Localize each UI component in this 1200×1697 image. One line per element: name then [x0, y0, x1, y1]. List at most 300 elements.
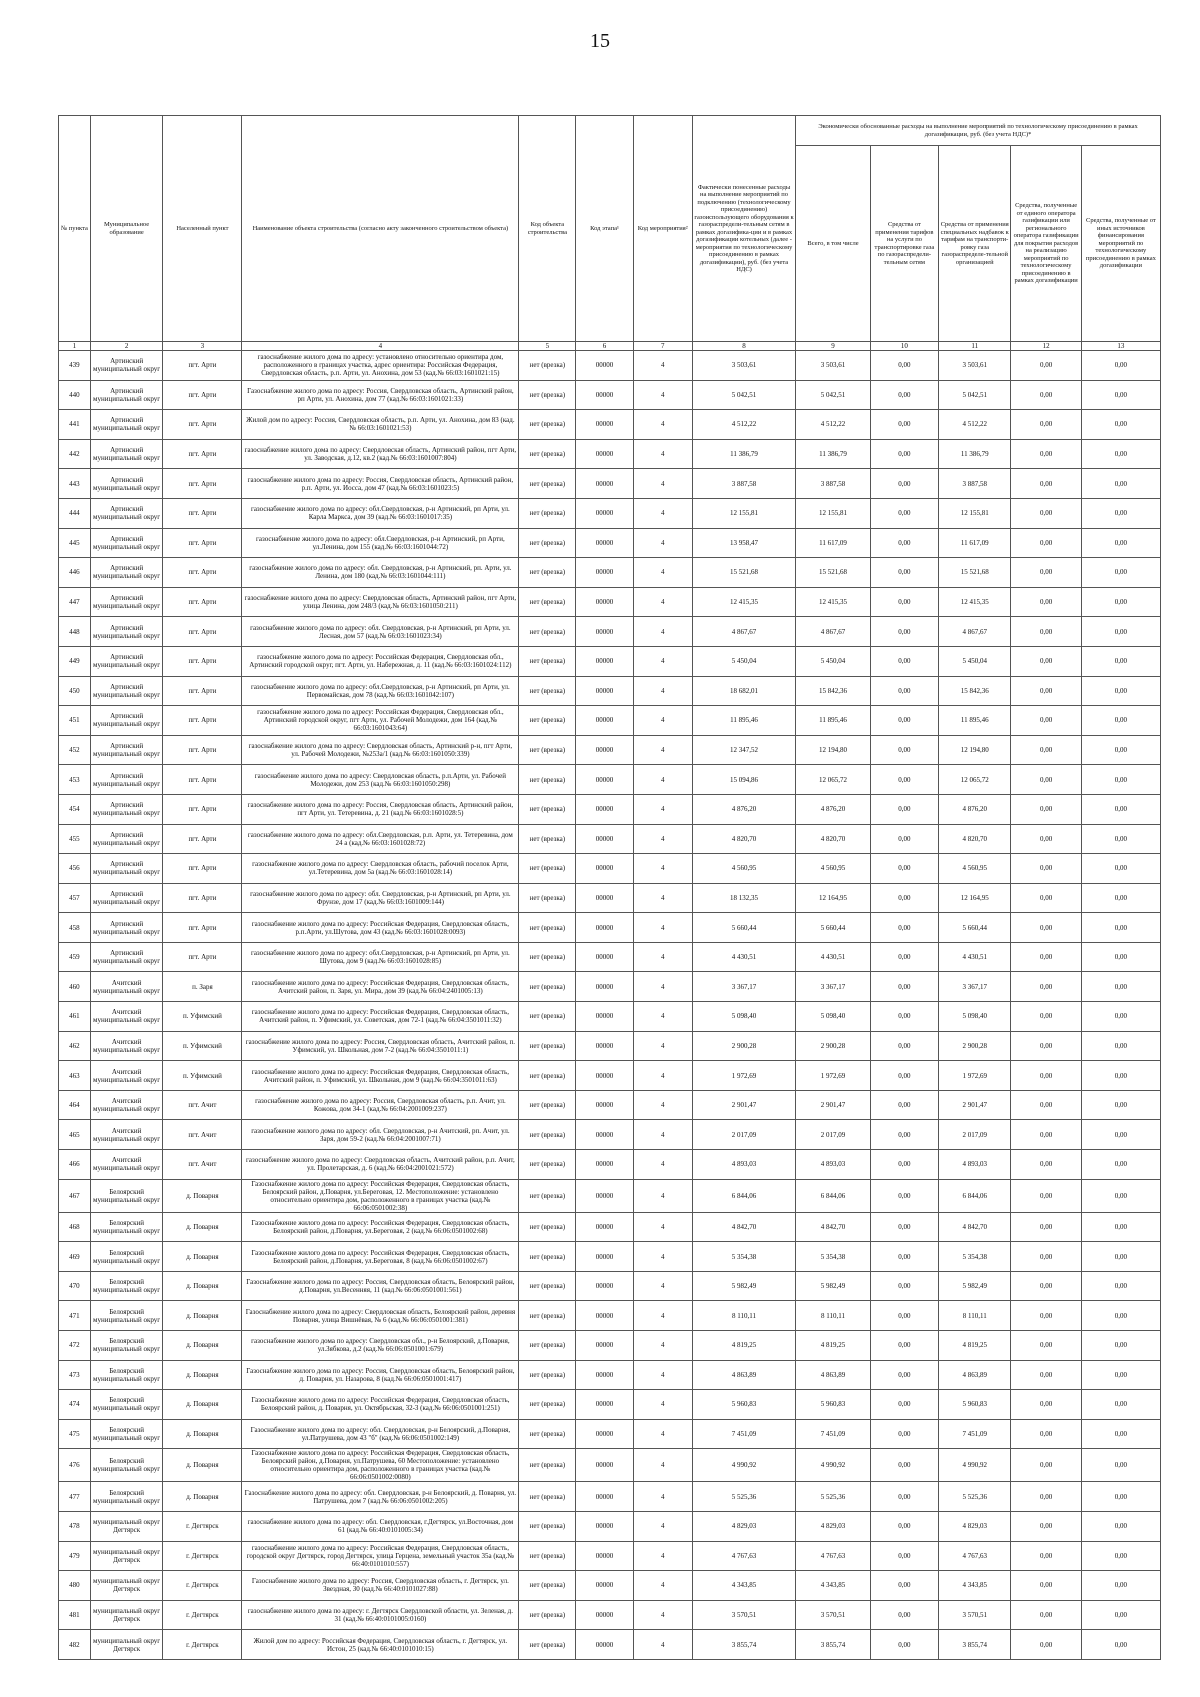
event-code-cell: 4 — [633, 410, 692, 440]
table-row — [59, 1031, 1161, 1061]
settlement-cell: пгт. Арти — [163, 617, 242, 647]
surcharge-funds-cell: 4 876,20 — [938, 794, 1011, 824]
other-funds-cell: 0,00 — [1081, 1630, 1160, 1660]
actual-cost-cell: 5 660,44 — [692, 913, 795, 943]
operator-funds-cell: 0,00 — [1011, 351, 1081, 381]
object-code-cell: нет (врезка) — [519, 439, 576, 469]
row-number: 444 — [59, 498, 91, 528]
header-event-code: Код мероприятия² — [633, 116, 692, 342]
operator-funds-cell: 0,00 — [1011, 1630, 1081, 1660]
tariff-funds-cell: 0,00 — [870, 1541, 938, 1571]
object-name-cell: газоснабжение жилого дома по адресу: Российская Федерация, Свердловская область, Ачитский район, п. Заря, ул. Мира, дом 39 (кад.№ 66:04:2401005:13) — [242, 972, 519, 1002]
tariff-funds-cell: 0,00 — [870, 587, 938, 617]
tariff-funds-cell: 0,00 — [870, 824, 938, 854]
municipality-cell: муниципальный округ Дегтярск — [90, 1541, 163, 1571]
stage-code-cell: 00000 — [576, 1419, 633, 1449]
operator-funds-cell: 0,00 — [1011, 883, 1081, 913]
table-row — [59, 765, 1161, 795]
row-number: 469 — [59, 1242, 91, 1272]
surcharge-funds-cell: 5 660,44 — [938, 913, 1011, 943]
municipality-cell: Белоярский муниципальный округ — [90, 1271, 163, 1301]
column-number: 6 — [576, 342, 633, 351]
municipality-cell: Белоярский муниципальный округ — [90, 1390, 163, 1420]
object-code-cell: нет (врезка) — [519, 1419, 576, 1449]
stage-code-cell: 00000 — [576, 498, 633, 528]
other-funds-cell: 0,00 — [1081, 469, 1160, 499]
actual-cost-cell: 5 042,51 — [692, 380, 795, 410]
tariff-funds-cell: 0,00 — [870, 942, 938, 972]
operator-funds-cell: 0,00 — [1011, 558, 1081, 588]
header-group-costs: Экономически обоснованные расходы на выполнение мероприятий по технологическому присоединению в рамках догазификации, руб. (без учета НДС)* — [796, 116, 1161, 146]
object-name-cell: газоснабжение жилого дома по адресу: Российская Федерация, Свердловская область, Ачитский район, п. Уфимский, ул. Советская, дом 72-1 (кад.№ 66:04:3501011:32) — [242, 1002, 519, 1032]
row-number: 468 — [59, 1212, 91, 1242]
object-code-cell: нет (врезка) — [519, 469, 576, 499]
actual-cost-cell: 13 958,47 — [692, 528, 795, 558]
other-funds-cell: 0,00 — [1081, 1212, 1160, 1242]
tariff-funds-cell: 0,00 — [870, 351, 938, 381]
total-cost-cell: 15 521,68 — [796, 558, 871, 588]
other-funds-cell: 0,00 — [1081, 794, 1160, 824]
object-name-cell: газоснабжение жилого дома по адресу: Россия, Свердловская область, Ачитский район, п. Уфимский, ул. Школьная, дом 7-2 (кад.№ 66:04:3501011:1) — [242, 1031, 519, 1061]
other-funds-cell: 0,00 — [1081, 1120, 1160, 1150]
row-number: 471 — [59, 1301, 91, 1331]
actual-cost-cell: 2 900,28 — [692, 1031, 795, 1061]
municipality-cell: Артинский муниципальный округ — [90, 617, 163, 647]
tariff-funds-cell: 0,00 — [870, 735, 938, 765]
event-code-cell: 4 — [633, 1360, 692, 1390]
surcharge-funds-cell: 4 767,63 — [938, 1541, 1011, 1571]
row-number: 479 — [59, 1541, 91, 1571]
surcharge-funds-cell: 3 503,61 — [938, 351, 1011, 381]
header-actual-costs: Фактически понесенные расходы на выполнение мероприятий по подключению (технологическому присоединению) газоиспользующего оборудования к газораспредели-тельным сетям в рамках догазифика-ции и в рамках догазификации котельных (далее - мероприятия по технологическому присоединению в рамках догазификации), руб. (без учета НДС) — [692, 116, 795, 342]
municipality-cell: Артинский муниципальный округ — [90, 824, 163, 854]
tariff-funds-cell: 0,00 — [870, 883, 938, 913]
table-row — [59, 1242, 1161, 1272]
stage-code-cell: 00000 — [576, 351, 633, 381]
table-row — [59, 1419, 1161, 1449]
other-funds-cell: 0,00 — [1081, 646, 1160, 676]
operator-funds-cell: 0,00 — [1011, 972, 1081, 1002]
table-row — [59, 439, 1161, 469]
surcharge-funds-cell: 4 343,85 — [938, 1571, 1011, 1601]
surcharge-funds-cell: 5 354,38 — [938, 1242, 1011, 1272]
column-number: 11 — [938, 342, 1011, 351]
object-name-cell: газоснабжение жилого дома по адресу: Российская Федерация, Свердловская область, р.п.Арти, ул.Шутова, дом 43 (кад.№ 66:03:1601028:0093) — [242, 913, 519, 943]
other-funds-cell: 0,00 — [1081, 558, 1160, 588]
object-code-cell: нет (врезка) — [519, 1212, 576, 1242]
object-code-cell: нет (врезка) — [519, 794, 576, 824]
settlement-cell: пгт. Арти — [163, 587, 242, 617]
settlement-cell: д. Поварня — [163, 1179, 242, 1212]
object-name-cell: газоснабжение жилого дома по адресу: Свердловская область, Артинский район, пгт Арти, ул. Заводская, д.12, кв.2 (кад.№ 66:03:1601007:804) — [242, 439, 519, 469]
municipality-cell: Артинский муниципальный округ — [90, 587, 163, 617]
table-row — [59, 1541, 1161, 1571]
operator-funds-cell: 0,00 — [1011, 1390, 1081, 1420]
settlement-cell: пгт. Арти — [163, 351, 242, 381]
other-funds-cell: 0,00 — [1081, 1449, 1160, 1482]
settlement-cell: пгт. Ачит — [163, 1150, 242, 1180]
surcharge-funds-cell: 15 842,36 — [938, 676, 1011, 706]
total-cost-cell: 4 560,95 — [796, 854, 871, 884]
total-cost-cell: 3 855,74 — [796, 1630, 871, 1660]
settlement-cell: п. Уфимский — [163, 1061, 242, 1091]
stage-code-cell: 00000 — [576, 972, 633, 1002]
stage-code-cell: 00000 — [576, 1179, 633, 1212]
row-number: 470 — [59, 1271, 91, 1301]
row-number: 445 — [59, 528, 91, 558]
other-funds-cell: 0,00 — [1081, 498, 1160, 528]
column-number: 10 — [870, 342, 938, 351]
total-cost-cell: 4 512,22 — [796, 410, 871, 440]
header-settlement: Населенный пункт — [163, 116, 242, 342]
event-code-cell: 4 — [633, 1331, 692, 1361]
settlement-cell: д. Поварня — [163, 1271, 242, 1301]
operator-funds-cell: 0,00 — [1011, 765, 1081, 795]
tariff-funds-cell: 0,00 — [870, 913, 938, 943]
object-code-cell: нет (врезка) — [519, 1150, 576, 1180]
total-cost-cell: 2 900,28 — [796, 1031, 871, 1061]
object-code-cell: нет (врезка) — [519, 1449, 576, 1482]
tariff-funds-cell: 0,00 — [870, 1090, 938, 1120]
tariff-funds-cell: 0,00 — [870, 676, 938, 706]
event-code-cell: 4 — [633, 1002, 692, 1032]
actual-cost-cell: 4 867,67 — [692, 617, 795, 647]
actual-cost-cell: 11 386,79 — [692, 439, 795, 469]
settlement-cell: пгт. Арти — [163, 794, 242, 824]
row-number: 464 — [59, 1090, 91, 1120]
operator-funds-cell: 0,00 — [1011, 1541, 1081, 1571]
actual-cost-cell: 5 450,04 — [692, 646, 795, 676]
object-name-cell: газоснабжение жилого дома по адресу: Россия, Свердловская область, р.п. Ачит, ул. Кожова, дом 34-1 (кад.№ 66:04:2001009:237) — [242, 1090, 519, 1120]
settlement-cell: пгт. Арти — [163, 380, 242, 410]
operator-funds-cell: 0,00 — [1011, 410, 1081, 440]
tariff-funds-cell: 0,00 — [870, 1179, 938, 1212]
actual-cost-cell: 4 430,51 — [692, 942, 795, 972]
settlement-cell: п. Заря — [163, 972, 242, 1002]
settlement-cell: пгт. Арти — [163, 646, 242, 676]
actual-cost-cell: 4 560,95 — [692, 854, 795, 884]
actual-cost-cell: 5 525,36 — [692, 1482, 795, 1512]
surcharge-funds-cell: 3 887,58 — [938, 469, 1011, 499]
event-code-cell: 4 — [633, 558, 692, 588]
surcharge-funds-cell: 8 110,11 — [938, 1301, 1011, 1331]
header-operator-funds: Средства, полученные от единого оператора газификации или регионального оператора газификации для покрытия расходов на реализацию мероприятий по технологическому присоединению в рамках догазификации — [1011, 146, 1081, 342]
object-name-cell: газоснабжение жилого дома по адресу: Россия, Свердловская область, Артинский район, пгт Арти, ул. Тетеревина, д. 21 (кад.№ 66:03:1601028:5) — [242, 794, 519, 824]
row-number: 480 — [59, 1571, 91, 1601]
object-code-cell: нет (врезка) — [519, 1242, 576, 1272]
municipality-cell: Артинский муниципальный округ — [90, 498, 163, 528]
actual-cost-cell: 4 829,03 — [692, 1511, 795, 1541]
other-funds-cell: 0,00 — [1081, 1002, 1160, 1032]
total-cost-cell: 2 901,47 — [796, 1090, 871, 1120]
table-row — [59, 558, 1161, 588]
surcharge-funds-cell: 4 863,89 — [938, 1360, 1011, 1390]
event-code-cell: 4 — [633, 1271, 692, 1301]
surcharge-funds-cell: 4 990,92 — [938, 1449, 1011, 1482]
actual-cost-cell: 18 132,35 — [692, 883, 795, 913]
total-cost-cell: 5 982,49 — [796, 1271, 871, 1301]
stage-code-cell: 00000 — [576, 558, 633, 588]
operator-funds-cell: 0,00 — [1011, 1571, 1081, 1601]
operator-funds-cell: 0,00 — [1011, 1449, 1081, 1482]
object-name-cell: газоснабжение жилого дома по адресу: обл. Свердловская, г.Дегтярск, ул.Восточная, дом 61 (кад.№ 66:40:0101005:34) — [242, 1511, 519, 1541]
surcharge-funds-cell: 4 829,03 — [938, 1511, 1011, 1541]
municipality-cell: Ачитский муниципальный округ — [90, 1002, 163, 1032]
object-code-cell: нет (врезка) — [519, 1331, 576, 1361]
total-cost-cell: 4 893,03 — [796, 1150, 871, 1180]
surcharge-funds-cell: 4 820,70 — [938, 824, 1011, 854]
settlement-cell: пгт. Арти — [163, 913, 242, 943]
stage-code-cell: 00000 — [576, 617, 633, 647]
operator-funds-cell: 0,00 — [1011, 469, 1081, 499]
stage-code-cell: 00000 — [576, 883, 633, 913]
actual-cost-cell: 11 895,46 — [692, 706, 795, 736]
stage-code-cell: 00000 — [576, 646, 633, 676]
table-row — [59, 913, 1161, 943]
row-number: 450 — [59, 676, 91, 706]
surcharge-funds-cell: 1 972,69 — [938, 1061, 1011, 1091]
settlement-cell: пгт. Арти — [163, 528, 242, 558]
total-cost-cell: 7 451,09 — [796, 1419, 871, 1449]
column-number: 12 — [1011, 342, 1081, 351]
municipality-cell: Артинский муниципальный округ — [90, 646, 163, 676]
header-object: Наименование объекта строительства (согласно акту законченного строительством объекта) — [242, 116, 519, 342]
tariff-funds-cell: 0,00 — [870, 1360, 938, 1390]
object-code-cell: нет (врезка) — [519, 528, 576, 558]
surcharge-funds-cell: 5 982,49 — [938, 1271, 1011, 1301]
operator-funds-cell: 0,00 — [1011, 1150, 1081, 1180]
municipality-cell: Белоярский муниципальный округ — [90, 1482, 163, 1512]
actual-cost-cell: 4 893,03 — [692, 1150, 795, 1180]
tariff-funds-cell: 0,00 — [870, 617, 938, 647]
object-name-cell: Газоснабжение жилого дома по адресу: Российская Федерация, Свердловская область, Белоярский район, д.Поварня, ул.Береговая, 2 (кад.№ 66:06:0501002:68) — [242, 1212, 519, 1242]
event-code-cell: 4 — [633, 528, 692, 558]
total-cost-cell: 4 767,63 — [796, 1541, 871, 1571]
total-cost-cell: 12 194,80 — [796, 735, 871, 765]
settlement-cell: д. Поварня — [163, 1212, 242, 1242]
object-name-cell: Газоснабжение жилого дома по адресу: Россия, Свердловская область, г. Дегтярск, ул. Звездная, 30 (кад.№ 66:40:0101027:88) — [242, 1571, 519, 1601]
other-funds-cell: 0,00 — [1081, 972, 1160, 1002]
operator-funds-cell: 0,00 — [1011, 498, 1081, 528]
table-row — [59, 1061, 1161, 1091]
table-row — [59, 1212, 1161, 1242]
event-code-cell: 4 — [633, 1419, 692, 1449]
municipality-cell: Артинский муниципальный округ — [90, 351, 163, 381]
settlement-cell: пгт. Арти — [163, 883, 242, 913]
object-name-cell: Газоснабжение жилого дома по адресу: Российская Федерация, Свердловская область, Белоярский район, д.Поварня, ул.Береговая, 12. Местоположение: установлено относительно ориентира дом, расположенного в границах участка (кад.№ 66:06:0501002:38) — [242, 1179, 519, 1212]
table-row — [59, 1630, 1161, 1660]
column-number: 9 — [796, 342, 871, 351]
object-name-cell: газоснабжение жилого дома по адресу: Российская Федерация, Свердловская обл., Артинский городской округ, пгт. Арти, ул. Набережная, д. 11 (кад.№ 66:03:1601024:112) — [242, 646, 519, 676]
total-cost-cell: 4 842,70 — [796, 1212, 871, 1242]
header-stage-code: Код этапа¹ — [576, 116, 633, 342]
tariff-funds-cell: 0,00 — [870, 1212, 938, 1242]
object-name-cell: Газоснабжение жилого дома по адресу: Россия, Свердловская область, Артинский район, рп Арти, ул. Анохина, дом 77 (кад.№ 66:03:1601021:33) — [242, 380, 519, 410]
total-cost-cell: 5 098,40 — [796, 1002, 871, 1032]
stage-code-cell: 00000 — [576, 1061, 633, 1091]
operator-funds-cell: 0,00 — [1011, 1331, 1081, 1361]
stage-code-cell: 00000 — [576, 1120, 633, 1150]
object-code-cell: нет (врезка) — [519, 883, 576, 913]
object-name-cell: газоснабжение жилого дома по адресу: обл.Свердловская, р-н Артинский, рп Арти, ул.Ленина, дом 155 (кад.№ 66:03:1601044:72) — [242, 528, 519, 558]
tariff-funds-cell: 0,00 — [870, 1271, 938, 1301]
event-code-cell: 4 — [633, 676, 692, 706]
other-funds-cell: 0,00 — [1081, 587, 1160, 617]
object-code-cell: нет (врезка) — [519, 1571, 576, 1601]
object-name-cell: газоснабжение жилого дома по адресу: обл. Свердловская, р-н Артинский, рп Арти, ул. Лесная, дом 57 (кад.№ 66:03:1601023:34) — [242, 617, 519, 647]
column-number: 2 — [90, 342, 163, 351]
object-code-cell: нет (врезка) — [519, 1120, 576, 1150]
tariff-funds-cell: 0,00 — [870, 1482, 938, 1512]
total-cost-cell: 4 829,03 — [796, 1511, 871, 1541]
actual-cost-cell: 7 451,09 — [692, 1419, 795, 1449]
table-row — [59, 1360, 1161, 1390]
actual-cost-cell: 2 017,09 — [692, 1120, 795, 1150]
object-name-cell: газоснабжение жилого дома по адресу: Российская Федерация, Свердловская обл., Артинский городской округ, пгт Арти, ул. Рабочей Молодежи, дом 164 (кад.№ 66:03:1601043:64) — [242, 706, 519, 736]
header-other-funds: Средства, полученные от иных источников финансирования мероприятий по технологическому присоединению в рамках догазификации — [1081, 146, 1160, 342]
other-funds-cell: 0,00 — [1081, 1271, 1160, 1301]
table-row — [59, 351, 1161, 381]
stage-code-cell: 00000 — [576, 380, 633, 410]
row-number: 463 — [59, 1061, 91, 1091]
stage-code-cell: 00000 — [576, 1242, 633, 1272]
table-row — [59, 706, 1161, 736]
column-number-row — [59, 342, 1161, 351]
object-name-cell: Газоснабжение жилого дома по адресу: Россия, Свердловская область, Белоярский район, д.Поварня, ул.Весенняя, 11 (кад.№ 66:06:0501001:561) — [242, 1271, 519, 1301]
object-name-cell: газоснабжение жилого дома по адресу: обл.Свердловская, р.п. Арти, ул. Тетеревина, дом 24 а (кад.№ 66:03:1601028:72) — [242, 824, 519, 854]
table-row — [59, 617, 1161, 647]
other-funds-cell: 0,00 — [1081, 1150, 1160, 1180]
operator-funds-cell: 0,00 — [1011, 528, 1081, 558]
table-row — [59, 1571, 1161, 1601]
settlement-cell: пгт. Арти — [163, 558, 242, 588]
total-cost-cell: 1 972,69 — [796, 1061, 871, 1091]
actual-cost-cell: 3 367,17 — [692, 972, 795, 1002]
actual-cost-cell: 3 570,51 — [692, 1600, 795, 1630]
row-number: 439 — [59, 351, 91, 381]
object-name-cell: газоснабжение жилого дома по адресу: Свердловская область, Артинский р-н, пгт Арти, ул. Рабочей Молодежи, №253а/1 (кад.№ 66:03:1601050:339) — [242, 735, 519, 765]
operator-funds-cell: 0,00 — [1011, 676, 1081, 706]
object-name-cell: Газоснабжение жилого дома по адресу: Российская Федерация, Свердловская область, Белоярский район, д.Поварня, ул.Патрушева, 60 Местоположение: установлено относительно ориентира дом, расположенного в границах участка (кад.№ 66:06:0501002:0080) — [242, 1449, 519, 1482]
object-name-cell: газоснабжение жилого дома по адресу: Свердловская область, Ачитский район, р.п. Ачит, ул. Пролетарская, д. 6 (кад.№ 66:04:2001021:572) — [242, 1150, 519, 1180]
surcharge-funds-cell: 4 893,03 — [938, 1150, 1011, 1180]
header-num: № пункта — [59, 116, 91, 342]
total-cost-cell: 5 660,44 — [796, 913, 871, 943]
event-code-cell: 4 — [633, 1541, 692, 1571]
object-code-cell: нет (врезка) — [519, 1031, 576, 1061]
tariff-funds-cell: 0,00 — [870, 1449, 938, 1482]
total-cost-cell: 5 354,38 — [796, 1242, 871, 1272]
stage-code-cell: 00000 — [576, 765, 633, 795]
municipality-cell: Белоярский муниципальный округ — [90, 1449, 163, 1482]
operator-funds-cell: 0,00 — [1011, 1120, 1081, 1150]
row-number: 449 — [59, 646, 91, 676]
column-number: 3 — [163, 342, 242, 351]
operator-funds-cell: 0,00 — [1011, 1419, 1081, 1449]
row-number: 455 — [59, 824, 91, 854]
event-code-cell: 4 — [633, 1242, 692, 1272]
object-code-cell: нет (врезка) — [519, 410, 576, 440]
object-code-cell: нет (врезка) — [519, 1179, 576, 1212]
municipality-cell: Артинский муниципальный округ — [90, 854, 163, 884]
gasification-costs-table — [58, 115, 1161, 1660]
event-code-cell: 4 — [633, 587, 692, 617]
surcharge-funds-cell: 7 451,09 — [938, 1419, 1011, 1449]
object-code-cell: нет (врезка) — [519, 1360, 576, 1390]
settlement-cell: пгт. Арти — [163, 854, 242, 884]
object-name-cell: газоснабжение жилого дома по адресу: Свердловская обл., р-н Белоярский, д.Поварня, ул.Зябкова, д.2 (кад.№ 66:06:0501001:679) — [242, 1331, 519, 1361]
total-cost-cell: 11 617,09 — [796, 528, 871, 558]
settlement-cell: пгт. Арти — [163, 824, 242, 854]
operator-funds-cell: 0,00 — [1011, 1360, 1081, 1390]
row-number: 459 — [59, 942, 91, 972]
settlement-cell: д. Поварня — [163, 1419, 242, 1449]
table-row — [59, 1271, 1161, 1301]
object-name-cell: газоснабжение жилого дома по адресу: Российская Федерация, Свердловская область, городской округ Дегтярск, город Дегтярск, улица Герцена, земельный участок 35а (кад.№ 66:40:0101010:557) — [242, 1541, 519, 1571]
actual-cost-cell: 12 347,52 — [692, 735, 795, 765]
settlement-cell: пгт. Арти — [163, 439, 242, 469]
stage-code-cell: 00000 — [576, 1390, 633, 1420]
municipality-cell: Артинский муниципальный округ — [90, 469, 163, 499]
header-surcharge-funds: Средства от применения специальных надбавок к тарифам на транспорти-ровку газа газораспределе-тельной организацией — [938, 146, 1011, 342]
tariff-funds-cell: 0,00 — [870, 558, 938, 588]
municipality-cell: Белоярский муниципальный округ — [90, 1301, 163, 1331]
row-number: 467 — [59, 1179, 91, 1212]
stage-code-cell: 00000 — [576, 942, 633, 972]
total-cost-cell: 4 863,89 — [796, 1360, 871, 1390]
table-row — [59, 1090, 1161, 1120]
operator-funds-cell: 0,00 — [1011, 735, 1081, 765]
surcharge-funds-cell: 3 570,51 — [938, 1600, 1011, 1630]
operator-funds-cell: 0,00 — [1011, 1061, 1081, 1091]
total-cost-cell: 3 503,61 — [796, 351, 871, 381]
stage-code-cell: 00000 — [576, 1630, 633, 1660]
object-code-cell: нет (врезка) — [519, 854, 576, 884]
object-code-cell: нет (врезка) — [519, 706, 576, 736]
row-number: 460 — [59, 972, 91, 1002]
stage-code-cell: 00000 — [576, 528, 633, 558]
total-cost-cell: 4 819,25 — [796, 1331, 871, 1361]
table-row — [59, 1150, 1161, 1180]
row-number: 477 — [59, 1482, 91, 1512]
other-funds-cell: 0,00 — [1081, 854, 1160, 884]
row-number: 458 — [59, 913, 91, 943]
row-number: 478 — [59, 1511, 91, 1541]
object-code-cell: нет (врезка) — [519, 646, 576, 676]
surcharge-funds-cell: 12 155,81 — [938, 498, 1011, 528]
event-code-cell: 4 — [633, 1449, 692, 1482]
settlement-cell: г. Дегтярск — [163, 1541, 242, 1571]
stage-code-cell: 00000 — [576, 410, 633, 440]
row-number: 476 — [59, 1449, 91, 1482]
event-code-cell: 4 — [633, 617, 692, 647]
event-code-cell: 4 — [633, 469, 692, 499]
other-funds-cell: 0,00 — [1081, 1061, 1160, 1091]
operator-funds-cell: 0,00 — [1011, 1002, 1081, 1032]
event-code-cell: 4 — [633, 1600, 692, 1630]
event-code-cell: 4 — [633, 1571, 692, 1601]
surcharge-funds-cell: 5 098,40 — [938, 1002, 1011, 1032]
tariff-funds-cell: 0,00 — [870, 380, 938, 410]
stage-code-cell: 00000 — [576, 824, 633, 854]
header-total: Всего, в том числе — [796, 146, 871, 342]
operator-funds-cell: 0,00 — [1011, 1511, 1081, 1541]
object-name-cell: газоснабжение жилого дома по адресу: Россия, Свердловская область, Артинский район, р.п. Арти, ул. Иосса, дом 47 (кад.№ 66:03:1601023:5) — [242, 469, 519, 499]
actual-cost-cell: 4 343,85 — [692, 1571, 795, 1601]
surcharge-funds-cell: 5 450,04 — [938, 646, 1011, 676]
object-code-cell: нет (врезка) — [519, 765, 576, 795]
municipality-cell: Артинский муниципальный округ — [90, 942, 163, 972]
